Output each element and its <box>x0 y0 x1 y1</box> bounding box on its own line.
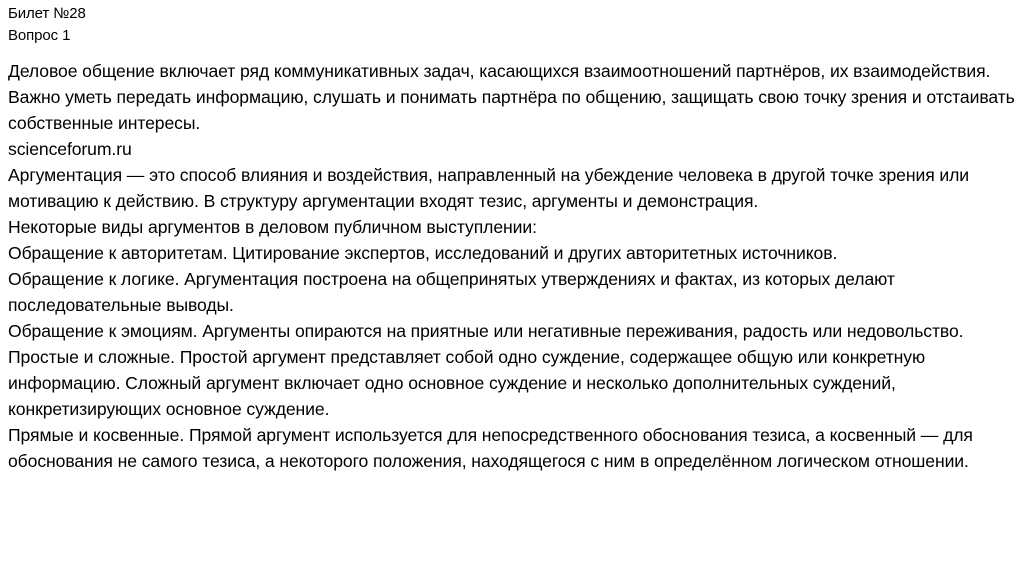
slide-header <box>8 3 86 47</box>
source-reference: scienceforum.ru <box>8 139 132 159</box>
paragraph-direct-and-indirect: Прямые и косвенные. Прямой аргумент используется для непосредственного обоснования тезиса, а косвенный — для обоснования не самого тезиса, а некоторого положения, находящегося с ним в определённом логическом отношении. <box>8 425 973 471</box>
paragraph-appeal-to-authority: Обращение к авторитетам. Цитирование экспертов, исследований и других авторитетных источников. <box>8 243 838 263</box>
question-number: Вопрос 1 <box>8 27 71 44</box>
slide-body <box>8 58 1016 474</box>
paragraph-appeal-to-logic: Обращение к логике. Аргументация построена на общепринятых утверждениях и фактах, из которых делают последовательные выводы. <box>8 269 895 315</box>
paragraph-intro: Деловое общение включает ряд коммуникативных задач, касающихся взаимоотношений партнёров, их взаимодействия. Важно уметь передать информацию, слушать и понимать партнёра по общению, защищать свою точку зрения и отстаивать собственные интересы. <box>8 61 1015 133</box>
ticket-number: Билет №28 <box>8 5 86 22</box>
paragraph-argumentation-definition: Аргументация — это способ влияния и воздействия, направленный на убеждение человека в другой точке зрения или мотивацию к действию. В структуру аргументации входят тезис, аргументы и демонстрация. <box>8 165 970 211</box>
paragraph-argument-types-intro: Некоторые виды аргументов в деловом публичном выступлении: <box>8 217 537 237</box>
paragraph-appeal-to-emotion: Обращение к эмоциям. Аргументы опираются на приятные или негативные переживания, радость или недовольство. <box>8 321 964 341</box>
paragraph-simple-and-complex: Простые и сложные. Простой аргумент представляет собой одно суждение, содержащее общую или конкретную информацию. Сложный аргумент включает одно основное суждение и несколько дополнительных суждений, конкретизирующих основное суждение. <box>8 347 926 419</box>
